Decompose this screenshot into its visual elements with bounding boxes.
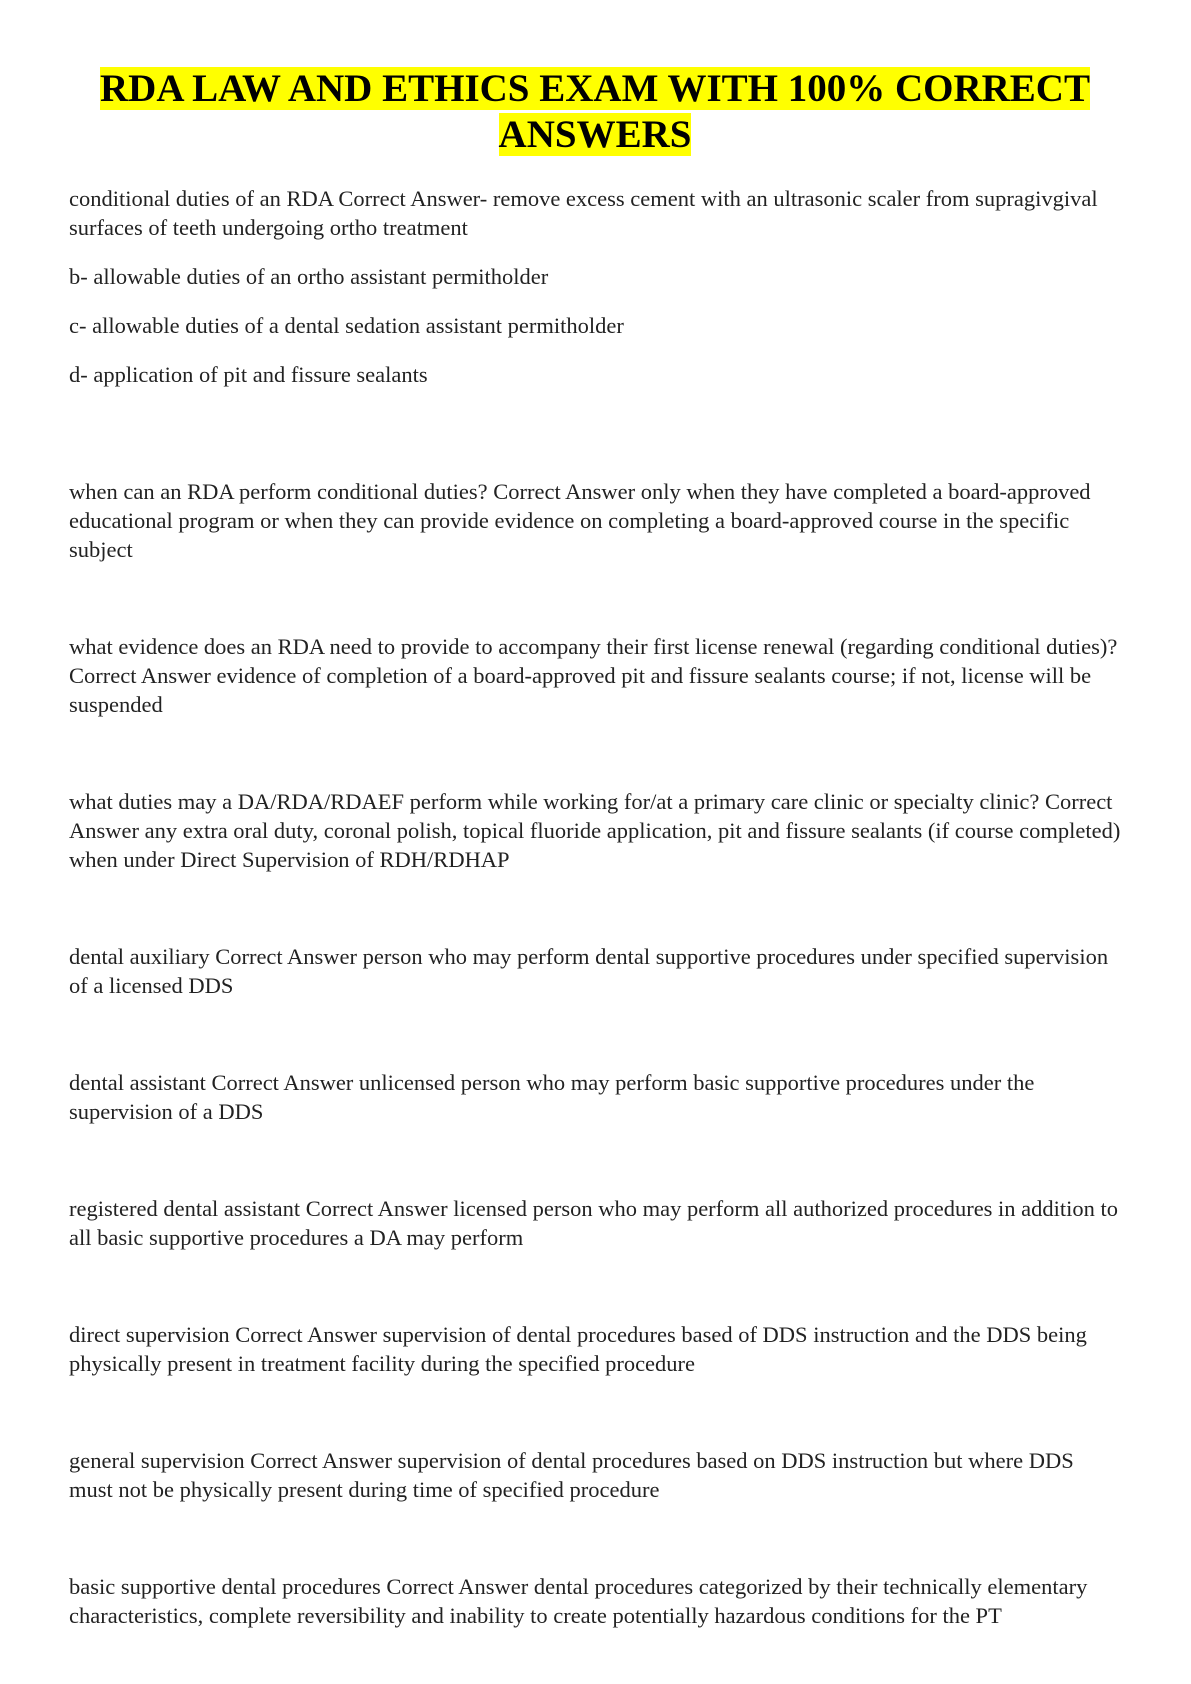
qa-entry — [69, 632, 1121, 719]
entry-paragraph: c- allowable duties of a dental sedation assistant permitholder — [69, 313, 624, 338]
qa-entry — [69, 1320, 1121, 1378]
qa-entry — [69, 942, 1121, 1000]
qa-entry — [69, 1572, 1121, 1630]
entry-text: when can an RDA perform conditional duties? Correct Answer only when they have completed a board-approved educational program or when they can provide evidence on completing a board-approved course in the specific subject — [69, 479, 1091, 562]
qa-entry — [69, 184, 1121, 389]
entry-text: dental auxiliary Correct Answer person who may perform dental supportive procedures under specified supervision of a licensed DDS — [69, 944, 1109, 998]
entry-paragraph: conditional duties of an RDA Correct Answer- remove excess cement with an ultrasonic scaler from supragivgival surfaces of teeth undergoing ortho treatment — [69, 186, 1098, 240]
entry-spacer — [69, 409, 1121, 477]
entry-paragraph: b- allowable duties of an ortho assistant permitholder — [69, 264, 549, 289]
entry-spacer — [69, 719, 1121, 787]
entry-text: general supervision Correct Answer supervision of dental procedures based on DDS instruction but where DDS must not be physically present during time of specified procedure — [69, 1448, 1074, 1502]
entry-text: what evidence does an RDA need to provide to accompany their first license renewal (regarding conditional duties)? Correct Answer evidence of completion of a board-approved pit and fissure sealants course; if not, license will be suspended — [69, 634, 1118, 717]
qa-entry — [69, 477, 1121, 564]
document-title — [69, 66, 1121, 158]
entry-text: registered dental assistant Correct Answer licensed person who may perform all authorized procedures in addition to all basic supportive procedures a DA may perform — [69, 1196, 1119, 1250]
entry-paragraph: d- application of pit and fissure sealants — [69, 362, 428, 387]
entry-spacer — [69, 1252, 1121, 1320]
entry-spacer — [69, 564, 1121, 632]
entry-spacer — [69, 1504, 1121, 1572]
entry-text: dental assistant Correct Answer unlicensed person who may perform basic supportive procedures under the supervision of a DDS — [69, 1070, 1035, 1124]
entry-spacer — [69, 1000, 1121, 1068]
title-highlight: RDA LAW AND ETHICS EXAM WITH 100% CORRECT ANSWERS — [100, 67, 1090, 156]
entry-spacer — [69, 1126, 1121, 1194]
entry-text: direct supervision Correct Answer supervision of dental procedures based of DDS instruction and the DDS being physically present in treatment facility during the specified procedure — [69, 1322, 1087, 1376]
qa-entry — [69, 1068, 1121, 1126]
entry-text: basic supportive dental procedures Correct Answer dental procedures categorized by their technically elementary characteristics, complete reversibility and inability to create potentially hazardous conditions for the PT — [69, 1574, 1088, 1628]
entry-text: what duties may a DA/RDA/RDAEF perform while working for/at a primary care clinic or specialty clinic? Correct Answer any extra oral duty, coronal polish, topical fluoride application, pit and fissure sealants (if course completed) when under Direct Supervision of RDH/RDHAP — [69, 789, 1121, 872]
entry-spacer — [69, 1378, 1121, 1446]
qa-entry — [69, 787, 1121, 874]
qa-entry — [69, 1194, 1121, 1252]
entry-spacer — [69, 874, 1121, 942]
qa-entry — [69, 1446, 1121, 1504]
